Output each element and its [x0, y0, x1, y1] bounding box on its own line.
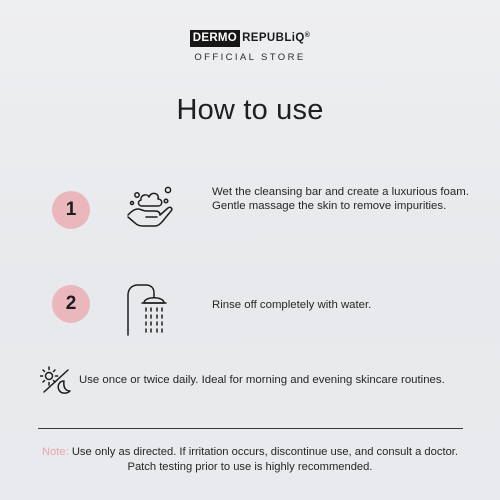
logo-rest-text	[240, 32, 310, 45]
note-label: Note:	[41, 446, 69, 458]
logo-box-text: DERMO	[190, 30, 240, 47]
step-2-badge	[52, 285, 90, 323]
divider	[38, 428, 463, 429]
step-2-text: Rinse off completely with water.	[212, 299, 372, 311]
step-1-badge	[52, 191, 90, 229]
note-block	[0, 445, 500, 475]
note-line-1	[0, 445, 500, 460]
step-1-text: Wet the cleansing bar and create a luxurious foam. Gentle massage the skin to remove impurities.	[212, 186, 469, 212]
note-line-2: Patch testing prior to use is highly recommended.	[127, 461, 373, 473]
note-line-1-text: Use only as directed. If irritation occurs, discontinue use, and consult a doctor.	[68, 446, 459, 458]
hand-foam-icon	[122, 180, 178, 241]
brand-logo	[0, 30, 500, 47]
official-store-label: OFFICIAL STORE	[194, 52, 306, 63]
logo-rest-word: REPUBLiQ	[242, 32, 305, 44]
sun-moon-icon	[40, 366, 72, 401]
registered-mark: ®	[304, 32, 311, 39]
daily-usage-text: Use once or twice daily. Ideal for morning and evening skincare routines.	[79, 374, 445, 386]
page-title: How to use	[176, 94, 324, 126]
shower-icon	[124, 281, 180, 342]
step-1-number: 1	[65, 199, 77, 220]
step-2-number: 2	[65, 293, 77, 314]
